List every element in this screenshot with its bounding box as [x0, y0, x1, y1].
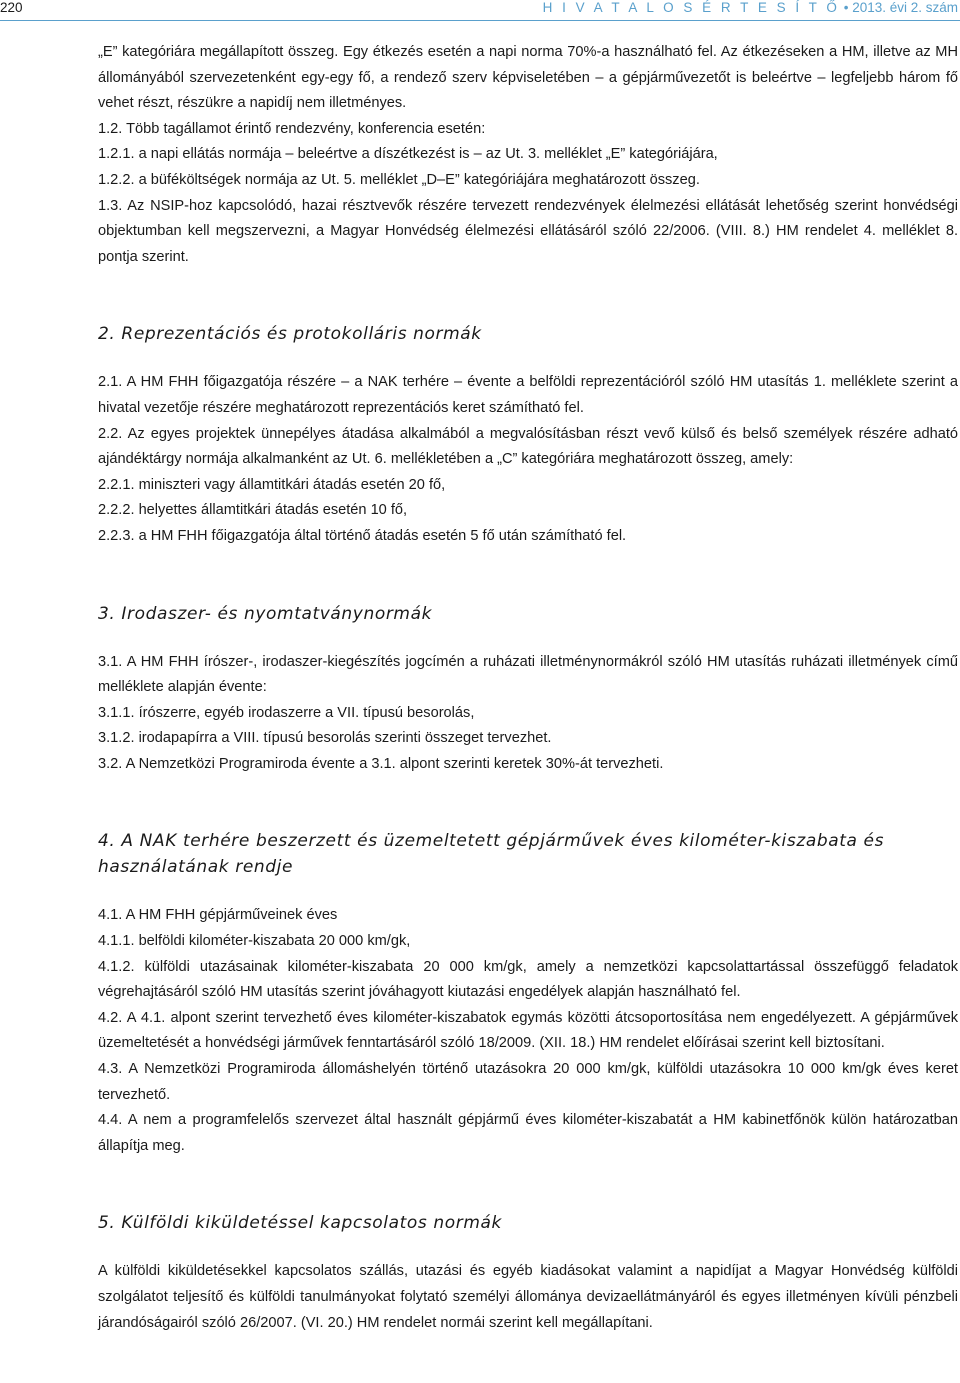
paragraph: 4.2. A 4.1. alpont szerint tervezhető éves kilométer-kiszabatok egymás közötti átcsoportosítása nem engedélyezett. A gépjárművek üzemeltetését a honvédségi járművek fenntartásáról szóló 18/2009. (XII. 18.) HM rendelet előírásai szerint kell biztosítani.	[98, 1009, 958, 1052]
document-body	[98, 40, 958, 1336]
section-heading-4: 4. A NAK terhére beszerzett és üzemeltetett gépjárművek éves kilométer-kiszabata és használatának rendje	[98, 831, 885, 878]
paragraph: A külföldi kiküldetésekkel kapcsolatos szállás, utazási és egyéb kiadásokat valamint a napidíjat a Magyar Honvédség külföldi szolgálatot teljesítő és külföldi tanulmányokat folytató személyi állománya devizaellátmányáról és egyes illetményen kívüli pénzbeli járandóságairól szóló 26/2007. (VI. 20.) HM rendelet normái szerint kell megállapítani.	[98, 1263, 958, 1331]
paragraph: 3.1.1. írószerre, egyéb irodaszerre a VII. típusú besorolás,	[98, 704, 475, 721]
paragraph: 4.4. A nem a programfelelős szervezet által használt gépjármű éves kilométer-kiszabatát a HM kabinetfőnök külön határozatban állapítja meg.	[98, 1112, 958, 1154]
paragraph: 2.2.3. a HM FHH főigazgatója által történő átadás esetén 5 fő után számítható fel.	[98, 527, 627, 544]
bullet-separator: •	[843, 0, 849, 15]
section-heading-2: 2. Reprezentációs és protokolláris normák	[98, 324, 482, 345]
paragraph: 4.1. A HM FHH gépjárműveinek éves	[98, 907, 338, 924]
paragraph: 3.2. A Nemzetközi Programiroda évente a 3.1. alpont szerinti keretek 30%-át tervezheti.	[98, 755, 664, 772]
paragraph: 3.1. A HM FHH írószer-, irodaszer-kiegészítés jogcímén a ruházati illetménynormákról szóló HM utasítás ruházati illetmények című melléklete alapján évente:	[98, 653, 958, 696]
page-number: 220	[0, 0, 23, 15]
journal-title: H I V A T A L O S É R T E S Í T Ő	[542, 0, 840, 15]
page-header	[0, 0, 960, 20]
paragraph: 4.1.1. belföldi kilométer-kiszabata 20 000 km/gk,	[98, 933, 411, 950]
paragraph: 4.1.2. külföldi utazásainak kilométer-kiszabata 20 000 km/gk, amely a nemzetközi kapcsolattartással összefüggő feladatok végrehajtásáról szóló HM utasítás szerint jóváhagyott kiutazási engedélyek alapján használható fel.	[98, 958, 958, 1001]
header-rule	[0, 20, 960, 21]
paragraph: 2.2.1. miniszteri vagy államtitkári átadás esetén 20 fő,	[98, 476, 446, 493]
paragraph: 2.1. A HM FHH főigazgatója részére – a NAK terhére – évente a belföldi reprezentációról szóló HM utasítás 1. melléklete szerint a hivatal vezetője részére meghatározott reprezentációs keret számítható fel.	[98, 374, 958, 416]
running-head	[543, 0, 958, 15]
section-heading-5: 5. Külföldi kiküldetéssel kapcsolatos normák	[98, 1213, 502, 1234]
paragraph: 1.2.1. a napi ellátás normája – beleértve a díszétkezést is – az Ut. 3. melléklet „E” kategóriájára,	[98, 146, 718, 163]
paragraph: 3.1.2. irodapapírra a VIII. típusú besorolás szerinti összeget tervezhet.	[98, 730, 552, 747]
issue-label: 2013. évi 2. szám	[852, 0, 958, 15]
paragraph: 2.2.2. helyettes államtitkári átadás esetén 10 fő,	[98, 502, 408, 519]
section-heading-3: 3. Irodaszer- és nyomtatványnormák	[98, 603, 433, 624]
paragraph: 2.2. Az egyes projektek ünnepélyes átadása alkalmából a megvalósításban részt vevő külső és belső személyek részére adható ajándéktárgy normája alkalmanként az Ut. 6. mellékletében a „C” kategóriára meghatározott összeg, amely:	[98, 425, 958, 468]
paragraph: 4.3. A Nemzetközi Programiroda állomáshelyén történő utazásokra 20 000 km/gk, külföldi utazásokra 10 000 km/gk éves keret tervezhető.	[98, 1061, 958, 1103]
paragraph: 1.2. Több tagállamot érintő rendezvény, konferencia esetén:	[98, 120, 486, 137]
paragraph: 1.2.2. a büféköltségek normája az Ut. 5. melléklet „D–E” kategóriájára meghatározott összeg.	[98, 171, 700, 188]
paragraph: „E” kategóriára megállapított összeg. Egy étkezés esetén a napi norma 70%-a használható fel. Az étkezéseken a HM, illetve az MH állományából szervezetenként egy-egy fő, a rendező szerv képviseletében – a gépjárművezetőt is beleértve – legfeljebb három fő vehet részt, részükre a napidíj nem illetményes.	[98, 44, 958, 112]
paragraph: 1.3. Az NSIP-hoz kapcsolódó, hazai résztvevők részére tervezett rendezvények élelmezési ellátását lehetőség szerint honvédségi objektumban kell megszervezni, a Magyar Honvédség élelmezési ellátásáról szóló 22/2006. (VIII. 8.) HM rendelet 4. melléklet 8. pontja szerint.	[98, 197, 958, 265]
